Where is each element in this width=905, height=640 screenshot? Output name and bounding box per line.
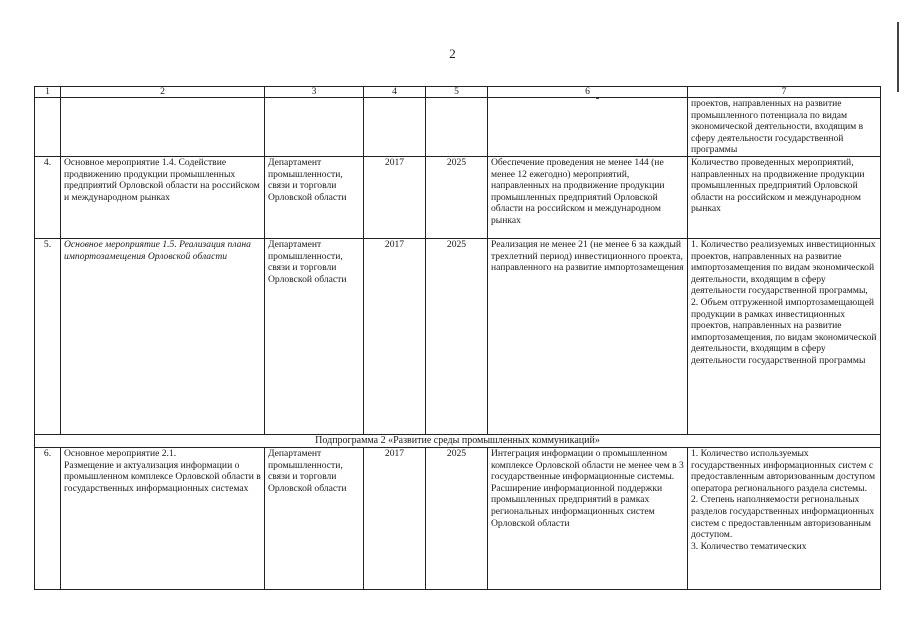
end-year-cell: 2025 [426, 157, 488, 239]
end-year-cell: 2025 [426, 239, 488, 435]
column-header: 1 [35, 87, 61, 98]
table-row [35, 157, 881, 239]
executor-cell [265, 98, 364, 157]
start-year-cell [364, 98, 426, 157]
indicators-cell: Количество проведенных мероприятий, направленных на продвижение продукции промышленных предприятий Орловской области на российском и международном рынках [688, 157, 881, 239]
measure-cell: Основное мероприятие 2.1. Размещение и актуализация информации о промышленном комплексе Орловской области в государственных информационных системах [61, 448, 265, 590]
indicators-cell: 1. Количество используемых государственных информационных систем с предоставленным авторизованным доступом оператора регионального раздела системы. 2. Степень наполняемости региональных разделов государственных информационных систем с предоставленным авторизованным доступом. 3. Количество тематических [688, 448, 881, 590]
start-year-cell: 2017 [364, 239, 426, 435]
row-number: 6. [35, 448, 61, 590]
start-year-cell: 2017 [364, 157, 426, 239]
executor-cell: Департамент промышленности, связи и торговли Орловской области [265, 448, 364, 590]
column-header: 7 [688, 87, 881, 98]
column-header: 4 [364, 87, 426, 98]
result-cell: Обеспечение проведения не менее 144 (не менее 12 ежегодно) мероприятий, направленных на продвижение продукции промышленных предприятий Орловской области на российском и международном рынках [488, 157, 688, 239]
start-year-cell: 2017 [364, 448, 426, 590]
column-header: 6 [488, 87, 688, 98]
measure-cell: Основное мероприятие 1.4. Содействие продвижению продукции промышленных предприятий Орловской области на российском и международном рынках [61, 157, 265, 239]
executor-cell: Департамент промышленности, связи и торговли Орловской области [265, 239, 364, 435]
table-header-row [35, 87, 881, 98]
column-header: 3 [265, 87, 364, 98]
end-year-cell [426, 98, 488, 157]
measure-cell [61, 98, 265, 157]
table-row [35, 98, 881, 157]
indicators-cell: 1. Количество реализуемых инвестиционных проектов, направленных на развитие импортозамещения по видам экономической деятельности, входящим в сферу деятельности государственной программы, 2. Объем отгруженной импортозамещающей продукции в рамках инвестиционных проектов, направленных на развитие импортозамещения, по видам экономической деятельности, входящим в сферу деятельности государственной программы [688, 239, 881, 435]
executor-cell: Департамент промышленности, связи и торговли Орловской области [265, 157, 364, 239]
row-number: 5. [35, 239, 61, 435]
column-header: 5 [426, 87, 488, 98]
activities-table [34, 86, 881, 590]
table-row [35, 448, 881, 590]
row-number: 4. [35, 157, 61, 239]
row-number [35, 98, 61, 157]
page-number: 2 [449, 46, 456, 61]
result-cell: Интеграция информации о промышленном комплексе Орловской области не менее чем в 3 государственные информационные системы. Расширение информационной поддержки промышленных предприятий в рамках региональных информационных систем Орловской области [488, 448, 688, 590]
result-cell: Реализация не менее 21 (не менее 6 за каждый трехлетний период) инвестиционного проекта, направленного на развитие импортозамещения [488, 239, 688, 435]
subprogram-title: Подпрограмма 2 «Развитие среды промышленных коммуникаций» [35, 435, 881, 448]
measure-cell: Основное мероприятие 1.5. Реализация плана импортозамещения Орловской области [61, 239, 265, 435]
column-header: 2 [61, 87, 265, 98]
end-year-cell: 2025 [426, 448, 488, 590]
indicators-cell: проектов, направленных на развитие промышленного потенциала по видам экономической деятельности, входящим в сферу деятельности государственной программы [688, 98, 881, 157]
table-row [35, 239, 881, 435]
subprogram-row [35, 435, 881, 448]
result-cell [488, 98, 688, 157]
